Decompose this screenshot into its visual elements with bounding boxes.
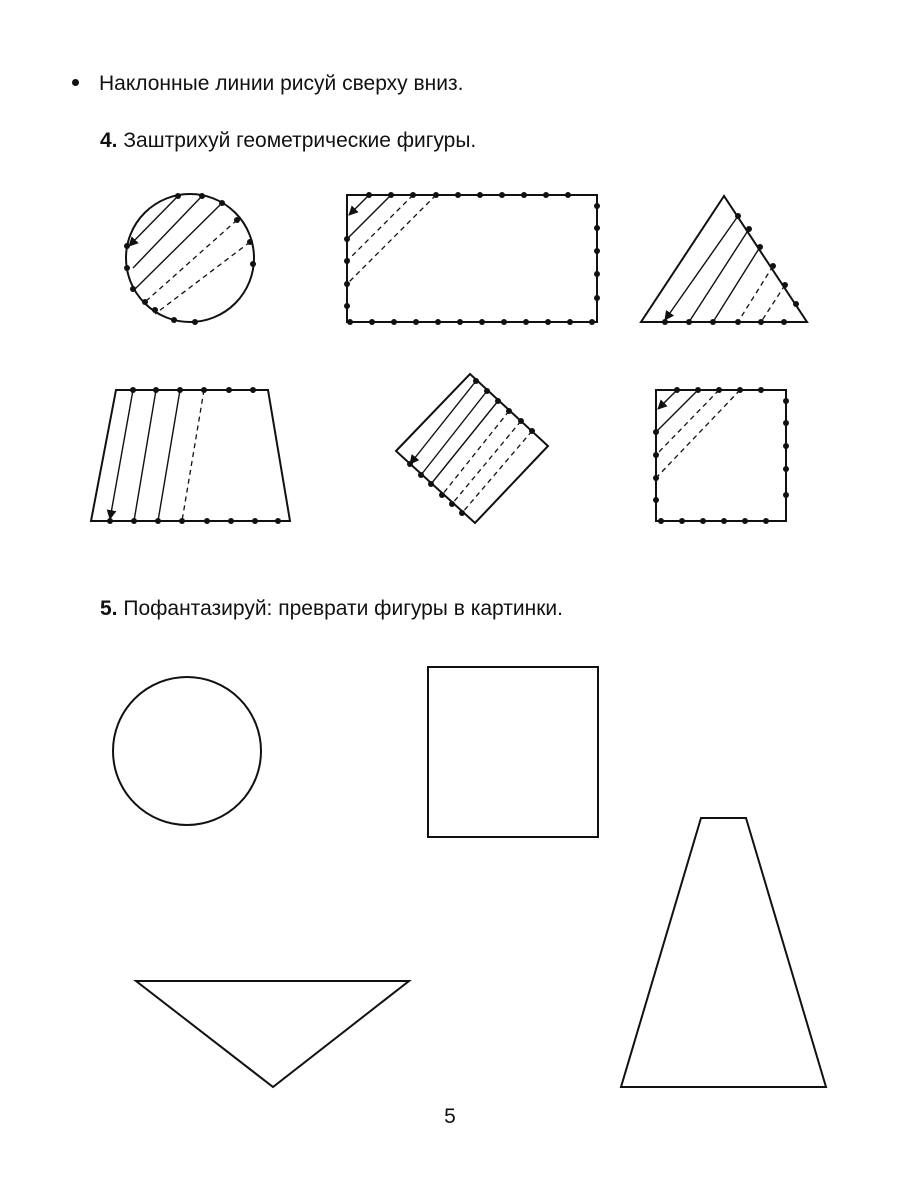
hatch-triangle-figure[interactable] xyxy=(641,196,807,325)
task-4-text: Заштрихуй геометрические фигуры. xyxy=(123,129,477,152)
drawing-square[interactable] xyxy=(428,667,598,837)
drawing-inverted-triangle[interactable] xyxy=(136,981,409,1087)
page-number: 5 xyxy=(444,1105,456,1128)
task-5-text: Пофантазируй: преврати фигуры в картинки. xyxy=(123,597,563,620)
hatch-square-figure[interactable] xyxy=(653,387,789,524)
bullet-instruction-text: Наклонные линии рисуй сверху вниз. xyxy=(99,72,464,95)
task-4-number: 4. xyxy=(100,129,118,152)
hatch-circle-figure[interactable] xyxy=(124,193,256,325)
drawing-circle[interactable] xyxy=(113,677,261,825)
hatch-trapezoid-figure[interactable] xyxy=(91,387,290,524)
task-5-number: 5. xyxy=(100,597,118,620)
hatch-rectangle-figure[interactable] xyxy=(344,192,600,325)
hatch-rotated-square-figure[interactable] xyxy=(396,374,548,523)
drawing-trapezoid[interactable] xyxy=(621,818,826,1087)
